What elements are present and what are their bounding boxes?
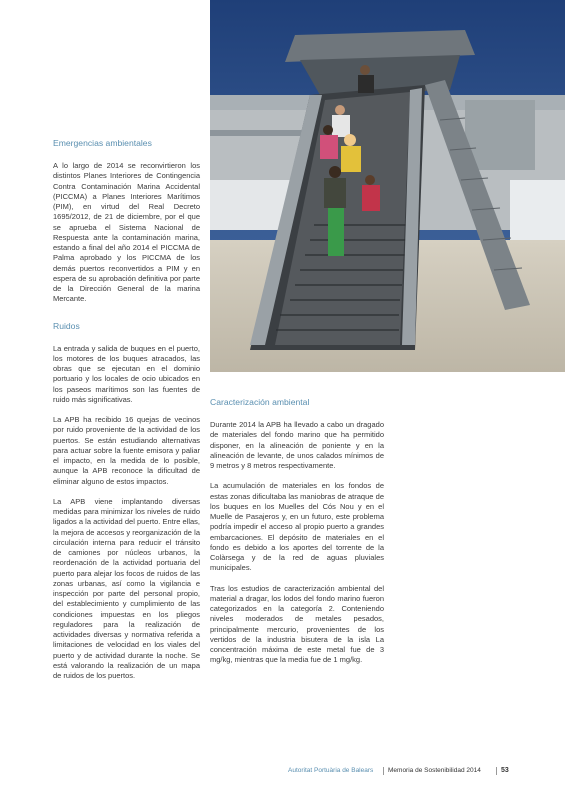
- section-title-ruidos: Ruidos: [53, 320, 80, 331]
- left-column: [53, 138, 200, 691]
- paragraph: La acumulación de materiales en los fondos de estas zonas dificultaba las maniobras de atraque de los buques en los Muelles del Cós Nou y en el Muelle de Pasajeros y, en un futuro, este problema podría impedir el acceso al propio puerto a grandes embarcaciones. El depósito de materiales en el fondo es debido a los aportes del torrente de la Colàrsega y de la red de aguas pluviales municipales.: [210, 481, 384, 573]
- page-number: 53: [501, 767, 509, 774]
- page-footer: [0, 766, 512, 776]
- footer-organization: Autoritat Portuària de Balears: [288, 767, 374, 774]
- section-title-emergencias: Emergencias ambientales: [53, 138, 152, 148]
- escalator-photo: [210, 0, 565, 372]
- paragraph: La entrada y salida de buques en el puerto, los motores de los buques atracados, las obras que se ejecutan en el dominio portuario y los locales de ocio ubicados en los paseos marítimos son las fuentes de ruido más significativas.: [53, 343, 200, 404]
- paragraph: La APB viene implantando diversas medidas para minimizar los niveles de ruido ligados a la actividad del puerto. Entre ellas, la mejora de accesos y reorganización de la circulación interna para reducir el tránsito de camiones por núcleos urbanos, la reordenación de la actividad portuaria del puerto para alejar los focos de ruidos de las zonas urbanas, así como la vigilancia e inspección por parte del personal propio, del establecimiento y cumplimiento de las condiciones impuestas en los pliegos reguladores para la realización de actividades diversas y normativa referida a limitaciones de velocidad en los viales del puerto y de actividad durante la noche. Se está valorando la realización de un mapa de ruidos de los puertos.: [53, 496, 200, 680]
- footer-divider: [496, 767, 497, 775]
- escalator-illustration: [210, 0, 565, 372]
- right-column: [210, 397, 384, 676]
- paragraph: La APB ha recibido 16 quejas de vecinos por ruido proveniente de la actividad de los puertos. Se están estudiando alternativas para actuar sobre la fuente emisora y paliar el impacto, en la medida de lo posible, aunque la APB reconoce la dificultad de eliminar alguno de estos impactos.: [53, 415, 200, 486]
- footer-divider: [383, 767, 384, 775]
- paragraph: Tras los estudios de caracterización ambiental del material a dragar, los lodos del fondo marino fueron categorizados en la categoría 2. Conteniendo niveles moderados de metales pesados, principalmente mercurio, provenientes de los vertidos de la industria bisutera de la isla La concentración máxima de este metal fue de 3 mg/kg, mientras que la media fue de 1 mg/kg.: [210, 583, 384, 665]
- paragraph: A lo largo de 2014 se reconvirtieron los distintos Planes Interiores de Contingencia Contra Contaminación Marina Accidental (PICCMA) a Planes Interiores Marítimos (PIM), en virtud del Real Decreto 1695/2012, de 21 de diciembre, por el que se aprueba el Sistema Nacional de Respuesta ante la contaminación marina, estando a final del año 2014 el PICCMA de Palma aprobado y los PICCMA de los demás puertos reconvertidos a PIM y en espera de su aprobación definitiva por parte de la Dirección General de la marina Mercante.: [53, 161, 200, 304]
- footer-report-title: Memoria de Sostenibilidad 2014: [388, 767, 481, 774]
- paragraph: Durante 2014 la APB ha llevado a cabo un dragado de materiales del fondo marino que ha permitido disponer, en la alineación de poniente y en la alineación de levante, de unos calados mínimos de 9 metros y 8 metros respectivamente.: [210, 420, 384, 470]
- section-title-caracterizacion: Caracterización ambiental: [210, 397, 310, 407]
